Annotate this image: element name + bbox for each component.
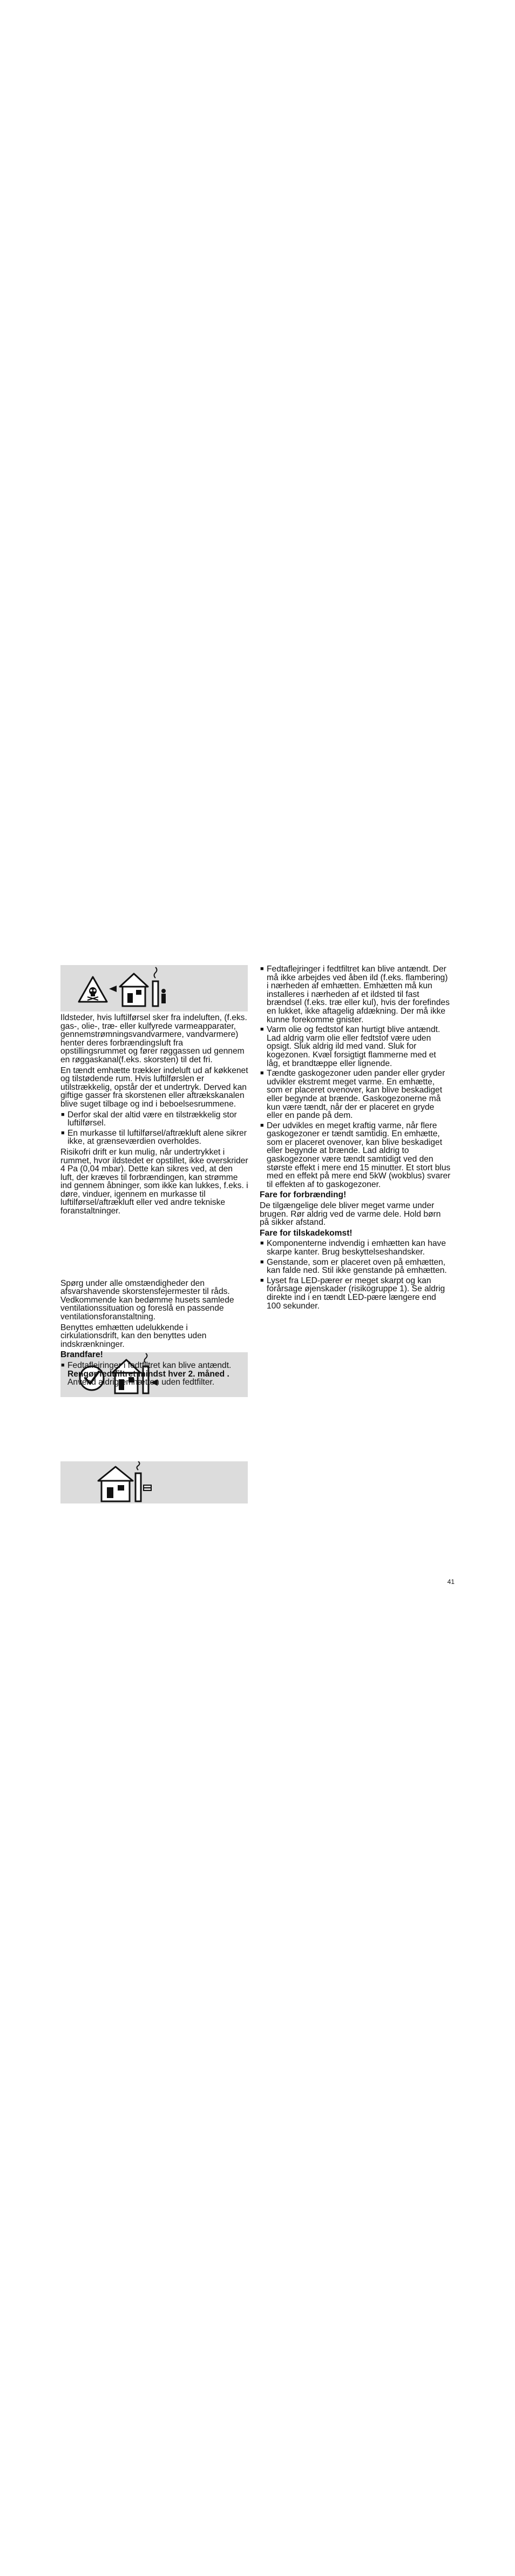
exhaust-gas-warning-box: [60, 965, 248, 1011]
bullet-icon: ■: [260, 966, 264, 972]
list-injury-risks: [260, 1239, 452, 1310]
list-item: ■ Genstande, som er placeret oven på emhætten, kan falde ned. Stil ikke genstande på emhætten.: [260, 1257, 447, 1276]
bullet-icon: ■: [61, 1129, 65, 1136]
right-column: [260, 965, 452, 1312]
list-item: ■ Der udvikles en meget kraftig varme, når flere gaskogezoner er tændt samtidig. En emhætte, som er placeret ovenover, kan blive beskadiget eller begynde at brænde. Lad aldrig to gaskogezoner være tændt samtidigt ved den største effekt i mere end 15 minutter. Et stort blus med en effekt på mere end 5kW (wokblus) svarer til effekten af to gaskogezoner.: [260, 1121, 451, 1189]
fireplace-ventilation-box: [60, 1461, 248, 1503]
list-item: ■ Tændte gaskogezoner uden pander eller gryder udvikler ekstremt meget varme. En emhætte, som er placeret ovenover, kan blive beskadiget eller begynde at brænde. Gaskogezonerne må kun være tændt, når der er placeret en gryde eller en pande på dem.: [260, 1069, 445, 1121]
clean-filter-instruction: Rengør fedtfiltret mindst hver 2. måned .: [67, 1369, 229, 1379]
exhaust-gas-danger-icon: [60, 965, 248, 1011]
bullet-icon: ■: [260, 1240, 264, 1247]
list-item: ■ Komponenterne indvendig i emhætten kan have skarpe kanter. Brug beskyttelseshandsker.: [260, 1239, 446, 1257]
heading-fire-hazard: Brandfare!: [60, 1350, 103, 1360]
bullet-icon: ■: [260, 1277, 264, 1284]
paragraph-underpressure: En tændt emhætte trækker indeluft ud af køkkenet og tilstødende rum. Hvis luftilførslen er utilstrækkelig, opstår der et undertryk. Derved kan giftige gasser fra skorstenen eller aftrækskanalen blive suget tilbage og ind i beboelsesrummene.: [60, 1066, 248, 1109]
fireplace-ventilation-icon: [60, 1461, 248, 1503]
bullet-icon: ■: [260, 1258, 264, 1265]
bullet-icon: ■: [260, 1070, 264, 1077]
list-item: ■ Lyset fra LED-pærer er meget skarpt og kan forårsage øjenskader (risikogruppe 1). Se aldrig direkte ind i en tændt LED-pære længere end 100 sekunder.: [260, 1276, 445, 1311]
list-item: ■ Fedtaflejringer i fedtfiltret kan blive antændt. Rengør fedtfiltret mindst hver 2. måned . Anvend aldrig emhætten uden fedtfilter.: [61, 1361, 232, 1387]
paragraph-hot-parts: De tilgængelige dele bliver meget varme under brugen. Rør aldrig ved de varme dele. Hold børn på sikker afstand.: [260, 1201, 441, 1228]
left-column: [60, 1014, 248, 1389]
bullet-icon: ■: [260, 1122, 264, 1129]
bullet-icon: ■: [61, 1111, 65, 1118]
list-fire-hazard: [60, 1361, 248, 1387]
list-fire-risks: [260, 965, 452, 1189]
paragraph-recirculation: Benyttes emhætten udelukkende i cirkulationsdrift, kan den benyttes uden indskrænkninger.: [60, 1323, 207, 1349]
list-item: ■ Varm olie og fedtstof kan hurtigt blive antændt. Lad aldrig varm olie eller fedtstof være uden opsigt. Sluk aldrig ild med vand. Sluk for kogezonen. Kvæl forsigtigt flammerne med et låg, et brandtæppe eller lignende.: [260, 1025, 441, 1068]
heading-injury-hazard: Fare for tilskadekomst!: [260, 1228, 353, 1238]
list-item: ■ En murkasse til luftilførsel/aftrækluft alene sikrer ikke, at grænseværdien overholdes.: [61, 1128, 247, 1147]
list-air-supply: [60, 1111, 248, 1146]
bullet-icon: ■: [61, 1362, 65, 1368]
paragraph-chimney-sweep: Spørg under alle omstændigheder den afsvarshavende skorstensfejermester til råds. Vedkommende kan bedømme husets samlede ventilationssituation og foreslå en passende ventilationsforanstaltning.: [60, 1278, 234, 1322]
heading-burn-hazard: Fare for forbrænding!: [260, 1190, 347, 1200]
list-item: ■ Derfor skal der altid være en tilstrækkelig stor luftilførsel.: [61, 1110, 237, 1128]
page-number: 41: [447, 1578, 455, 1586]
pictogram-spacer: [60, 1218, 248, 1279]
list-item: ■ Fedtaflejringer i fedtfiltret kan blive antændt. Der må ikke arbejdes ved åben ild (f.eks. flambering) i nærheden af emhætten. Emhætten må kun installeres i nærheden af et ildsted til fast brændsel (f.eks. træ eller kul), hvis der forefindes en lukket, ikke aftagelig afdækning. Der må ikke kunne forekomme gnister.: [260, 965, 450, 1024]
bullet-icon: ■: [260, 1026, 264, 1033]
paragraph-risk-free-operation: Risikofri drift er kun mulig, når undertrykket i rummet, hvor ildstedet er opstillet, ikke overskrider 4 Pa (0,04 mbar). Dette kan sikres ved, at den luft, der kræves til forbrændingen, kan strømme ind gennem åbninger, som ikke kan lukkes, f.eks. i døre, vinduer, igennem en murkasse til luftilførsel/aftrækluft eller ved andre tekniske foranstaltninger.: [60, 1147, 248, 1216]
paragraph-exhaust-intake: Ildsteder, hvis luftilførsel sker fra indeluften, (f.eks. gas-, olie-, træ- eller kulfyrede varmeapparater, gennemstrømningsvandvarmere, vandvarmere) henter deres forbrændingsluft fra opstillingsrummet og fører røggassen ud gennem en røggaskanal(f.eks. skorsten) til det fri.: [60, 1013, 247, 1064]
no-filter-warning: Anvend aldrig emhætten uden fedtfilter.: [67, 1378, 215, 1387]
